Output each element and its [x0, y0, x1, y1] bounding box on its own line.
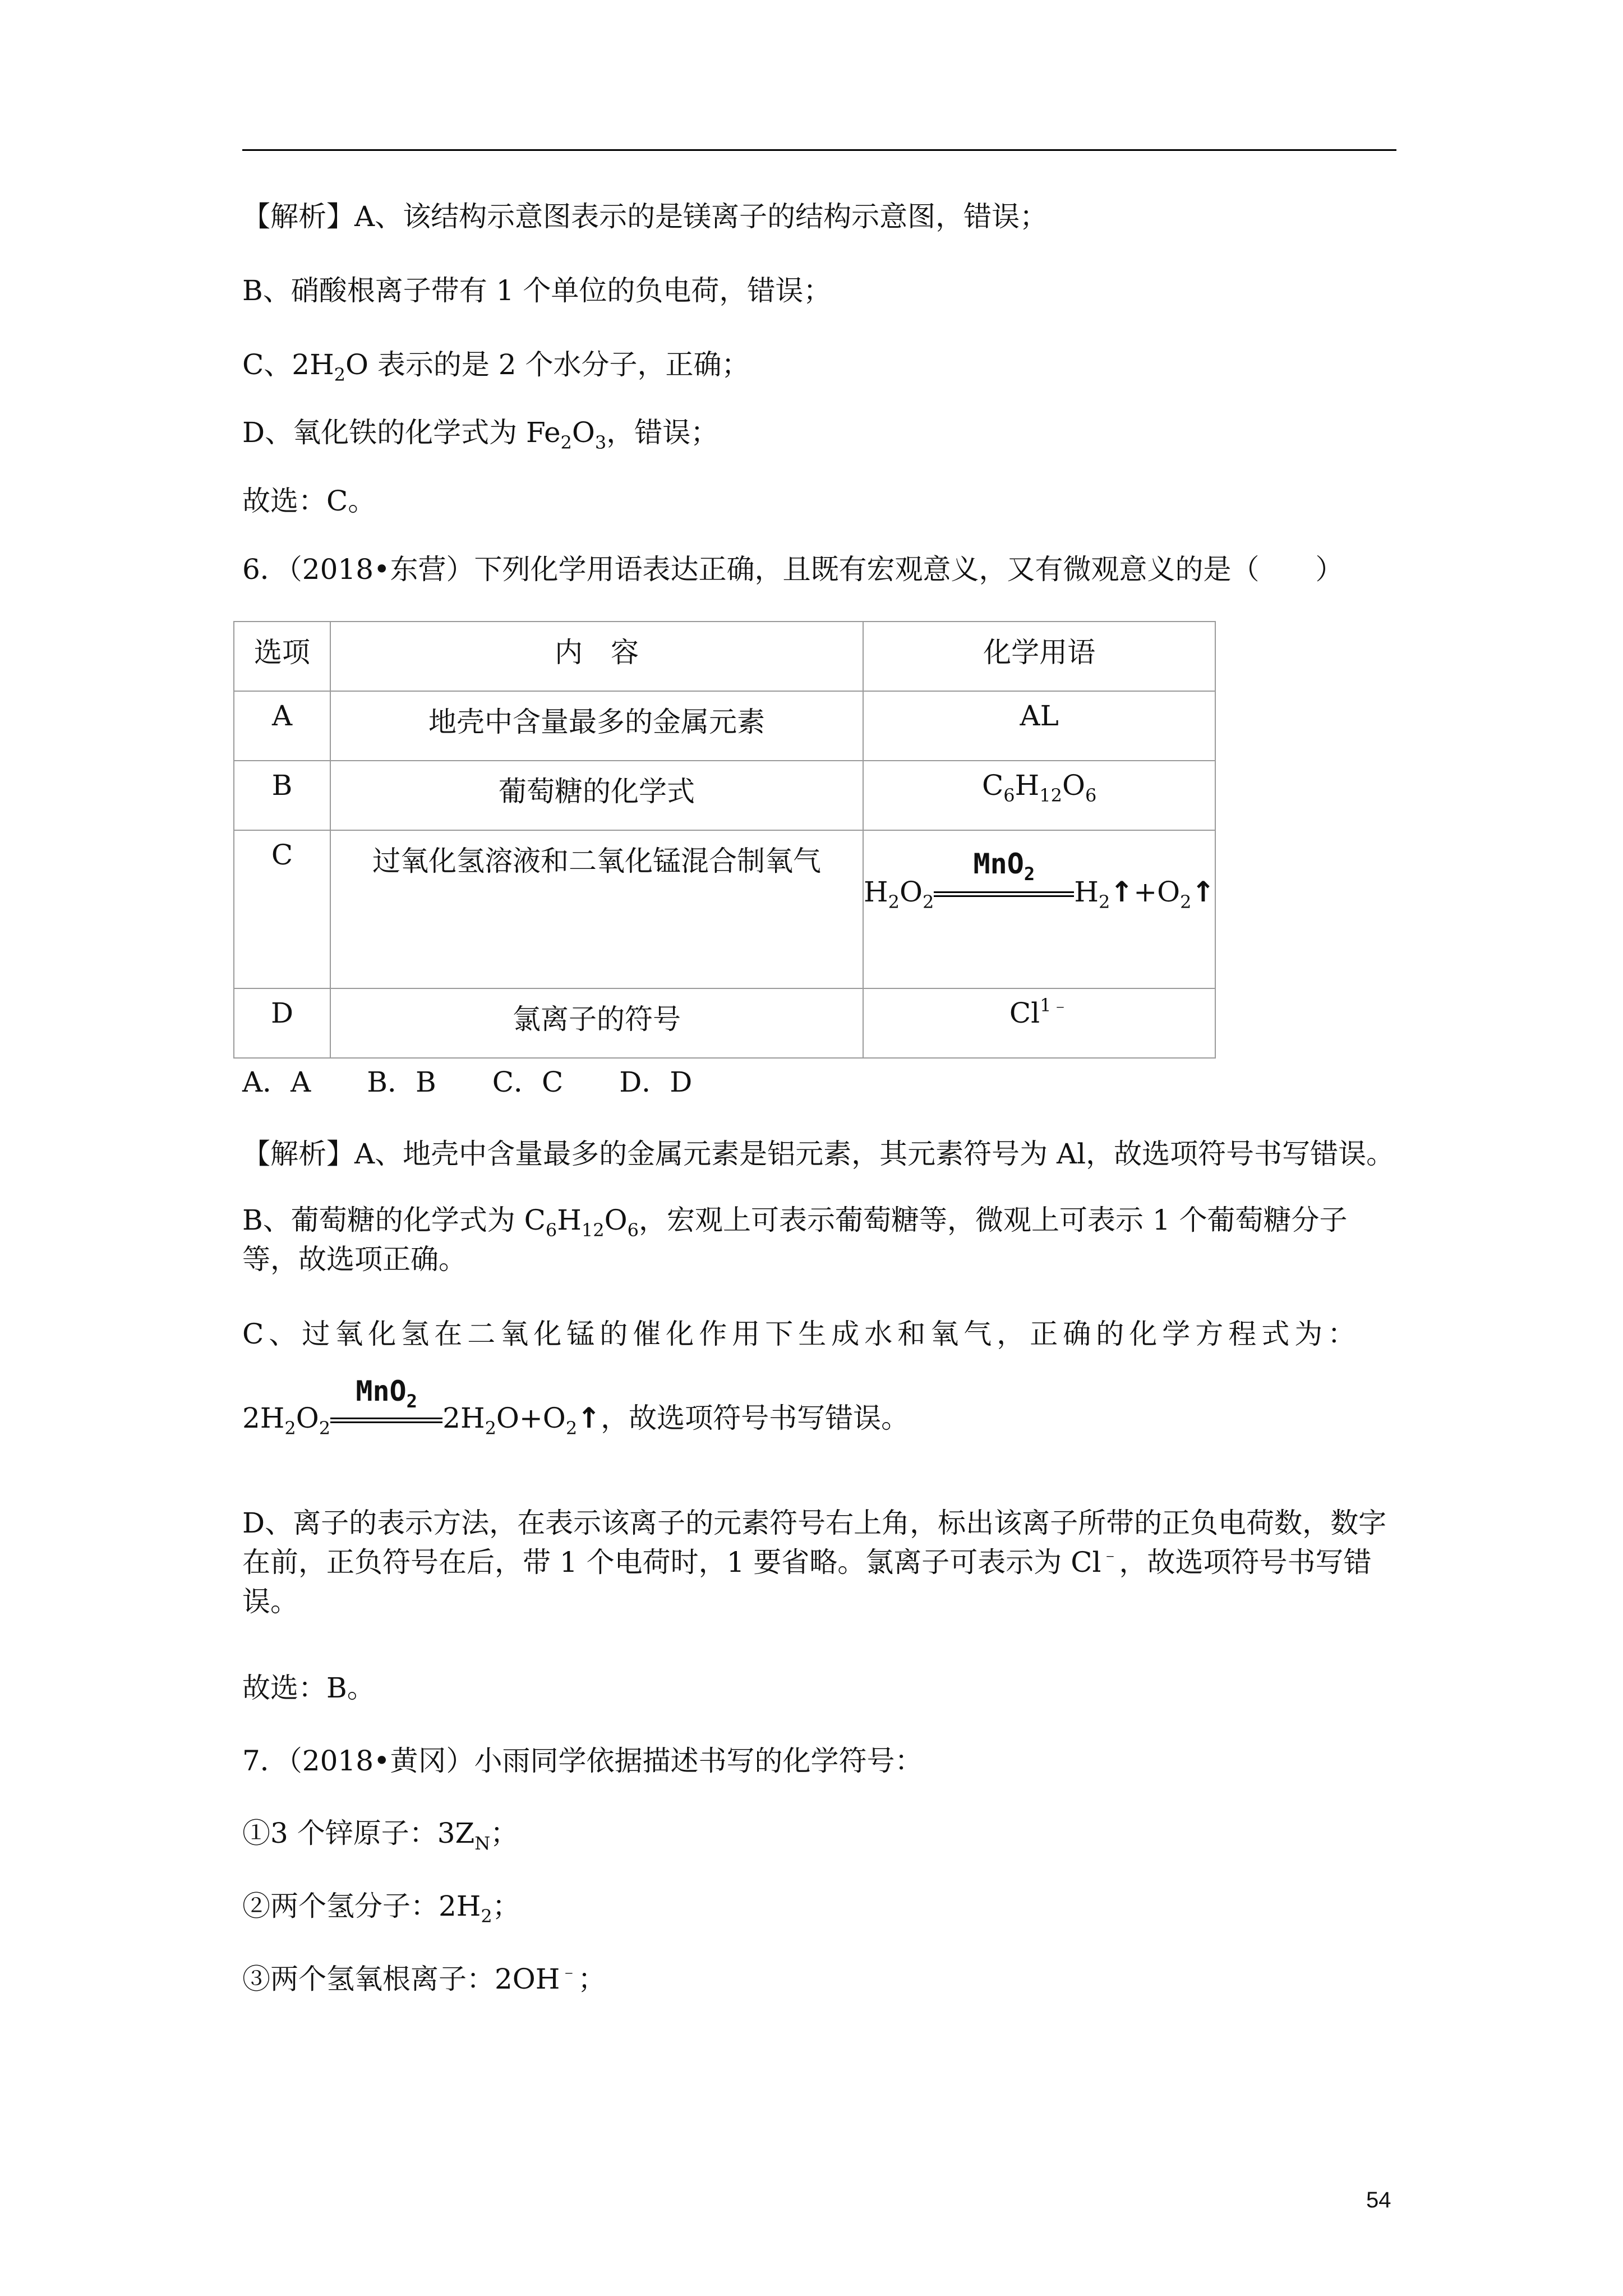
table-cell-option: A — [271, 700, 293, 732]
reaction-condition: MnO$_2$ — [330, 1418, 442, 1423]
table-cell-symbol: AL — [1020, 700, 1059, 732]
table-header-row — [234, 622, 1215, 691]
q6-question: 6．（2018•东营）下列化学用语表达正确，且既有宏观意义，又有微观意义的是（ ） — [242, 553, 1344, 586]
table-row — [234, 691, 1215, 761]
table-cell-option: D — [270, 997, 294, 1029]
q6-analysis-b: B、葡萄糖的化学式为 $C_6H_{12}O_6$，宏观上可表示葡萄糖等，微观上可表示 1 个葡萄糖分子等，故选项正确。 — [242, 1204, 1348, 1276]
q5-analysis-c: C、$2H_2O$ 表示的是 2 个水分子，正确； — [242, 348, 750, 385]
table-row — [234, 830, 1215, 988]
q6-answer: 故选：B。 — [242, 1672, 375, 1704]
q5-answer: 故选：C。 — [242, 485, 376, 517]
q7-question: 7．（2018•黄冈）小雨同学依据描述书写的化学符号： — [242, 1745, 923, 1777]
table-row — [234, 761, 1215, 830]
table-row — [234, 988, 1215, 1058]
q5-analysis-a: 【解析】A、该结构示意图表示的是镁离子的结构示意图，错误； — [242, 200, 1048, 233]
table-header-symbol: 化学用语 — [983, 636, 1096, 669]
q6-analysis-c-equation: $2H_2O_2$ MnO$_2$ $2H_2O+O_2↑$，故选项符号书写错误。 — [242, 1375, 910, 1439]
q6-options: A．A B．B C．C D．D — [242, 1066, 693, 1098]
table-cell-content: 氯离子的符号 — [513, 1003, 681, 1036]
table-cell-option: C — [271, 839, 293, 871]
q6-analysis-c: C、过氧化氢在二氧化锰的催化作用下生成水和氧气，正确的化学方程式为： — [242, 1318, 1361, 1350]
table-header-option: 选项 — [254, 636, 310, 669]
header-rule — [242, 149, 1396, 151]
q6-analysis-d: D、离子的表示方法，在表示该离子的元素符号右上角，标出该离子所带的正负电荷数，数字在前，正负符号在后，带 1 个电荷时，1 要省略。氯离子可表示为 Cl﹣，故选项符号书写错误。 — [242, 1507, 1387, 1618]
table-cell-content: 地壳中含量最多的金属元素 — [428, 706, 765, 738]
table-cell-option: B — [271, 769, 293, 802]
q6-options-table — [233, 621, 1216, 1059]
page-number: 54 — [1366, 2188, 1391, 2212]
q5-analysis-b: B、硝酸根离子带有 1 个单位的负电荷，错误； — [242, 274, 832, 307]
table-cell-content: 过氧化氢溶液和二氧化锰混合制氧气 — [372, 845, 821, 877]
table-cell-content: 葡萄糖的化学式 — [499, 775, 695, 808]
table-cell-equation: $H_2O_2$ MnO$_2$ $H_2↑+O_2↑$ — [864, 848, 1215, 913]
table-cell-symbol: $C_6H_{12}O_6$ — [982, 769, 1097, 806]
q7-item-3: ③两个氢氧根离子：2OH﹣； — [242, 1961, 606, 1995]
table-header-content: 内 容 — [555, 636, 639, 669]
q6-analysis-a: 【解析】A、地壳中含量最多的金属元素是铝元素，其元素符号为 Al，故选项符号书写错误。 — [242, 1138, 1395, 1170]
q5-analysis-d: D、氧化铁的化学式为 $Fe_2O_3$，错误； — [242, 416, 719, 453]
q7-item-1: ①3 个锌原子：$3Z_N$； — [242, 1817, 519, 1854]
reaction-condition: MnO$_2$ — [934, 891, 1074, 897]
q7-item-2: ②两个氢分子：$2H_2$； — [242, 1890, 520, 1927]
table-cell-symbol: $Cl^{1﹣}$ — [1009, 995, 1069, 1029]
